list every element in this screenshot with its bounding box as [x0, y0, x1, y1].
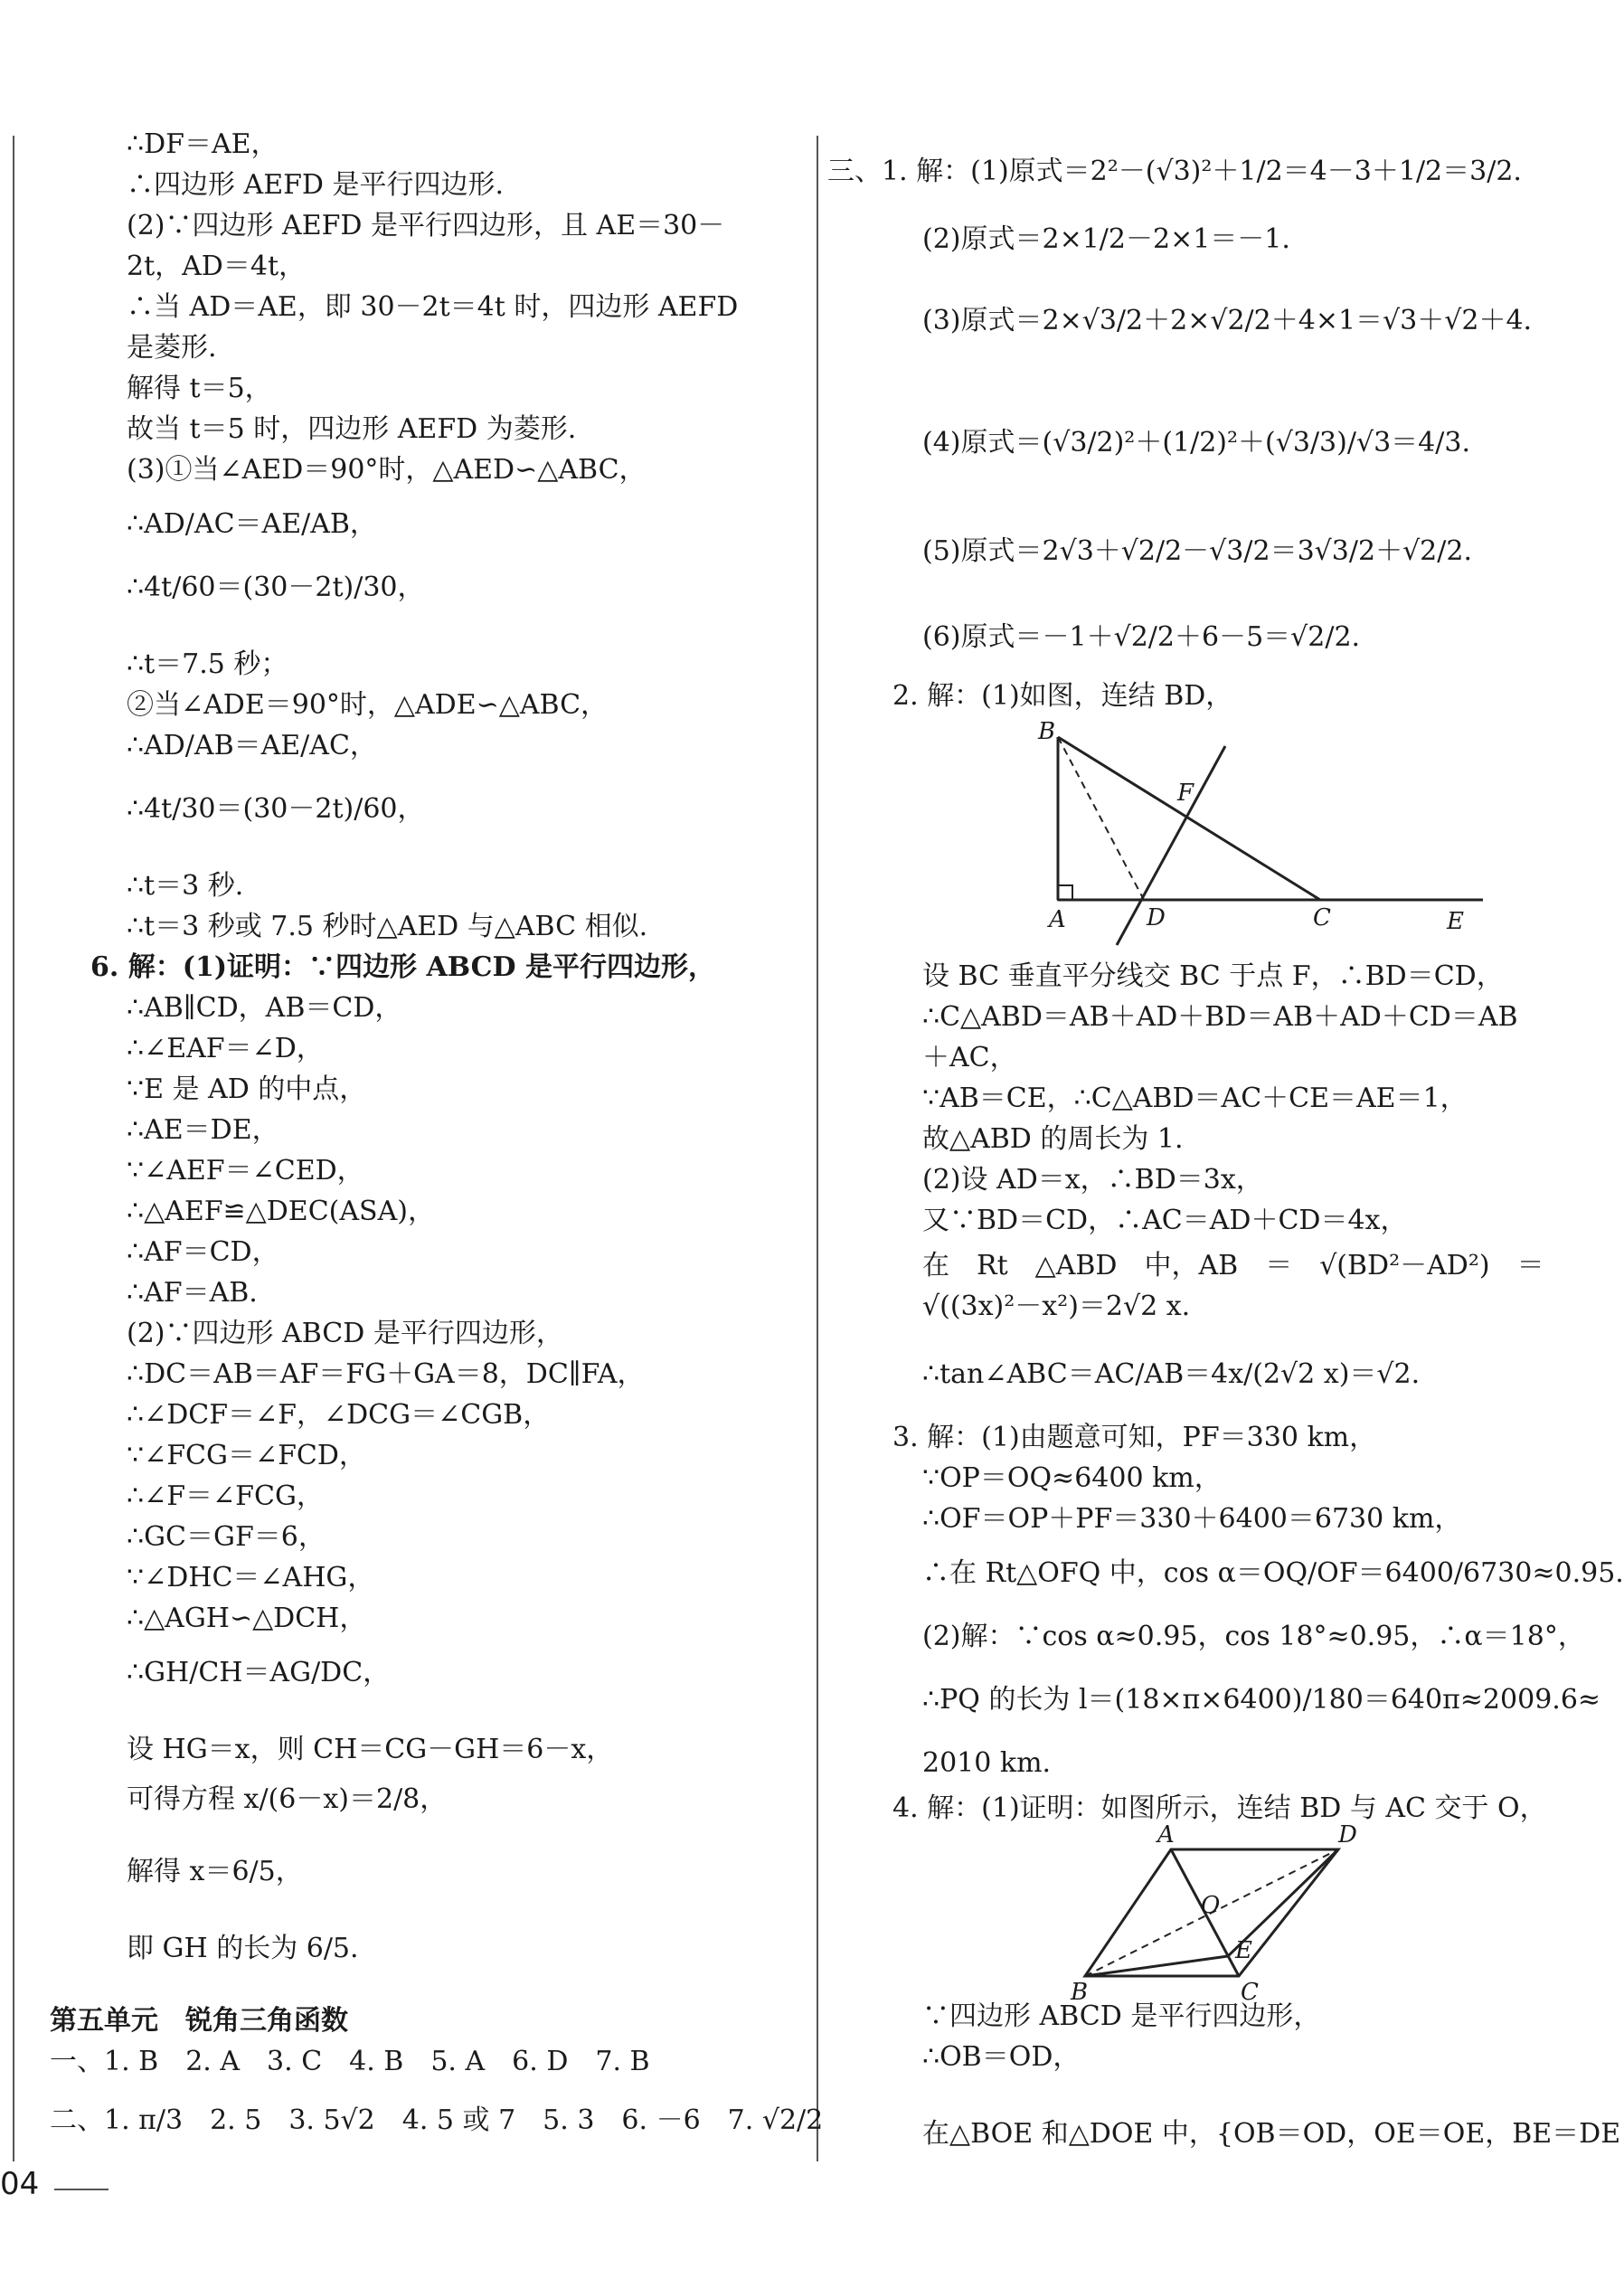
solution-line: 即 GH 的长为 6/5.: [127, 1933, 359, 1964]
solution-line: 设 HG＝x，则 CH＝CG－GH＝6－x，: [127, 1734, 614, 1765]
fig2-label-B: B: [1071, 1979, 1089, 2003]
solution-line: ∵∠FCG＝∠FCD，: [127, 1440, 366, 1471]
solution-line: 6. 解：(1)证明：∵四边形 ABCD 是平行四边形，: [90, 951, 715, 983]
column-separator: [817, 136, 818, 2161]
segment-BE: [1085, 1956, 1228, 1976]
solution-line: ∴C△ABD＝AB＋AD＋BD＝AB＋AD＋CD＝AB: [922, 1001, 1518, 1033]
solution-line: ∵AB＝CE，∴C△ABD＝AC＋CE＝AE＝1，: [922, 1083, 1468, 1114]
solution-line: ∴四边形 AEFD 是平行四边形.: [127, 169, 505, 201]
solution-line: ∴∠EAF＝∠D，: [127, 1033, 324, 1064]
solution-line: ∴在 Rt△OFQ 中，cos α＝OQ/OF＝6400/6730≈0.95.: [922, 1557, 1624, 1589]
fig1-label-D: D: [1147, 904, 1166, 931]
fig1-label-F: F: [1177, 780, 1194, 807]
solution-line: ∴DC＝AB＝AF＝FG＋GA＝8，DC∥FA，: [127, 1358, 645, 1390]
fig2-label-C: C: [1241, 1979, 1259, 2003]
solution-line: ∴4t/30＝(30－2t)/60，: [127, 793, 425, 825]
segment-BD-dashed: [1058, 737, 1144, 900]
page-number-rule: [54, 2189, 109, 2190]
fig2-label-O: O: [1201, 1892, 1221, 1919]
fig1-label-A: A: [1049, 906, 1066, 933]
solution-line: ∴∠DCF＝∠F，∠DCG＝∠CGB，: [127, 1399, 551, 1431]
solution-line: ∴AF＝AB.: [127, 1277, 258, 1309]
right-angle-mark: [1058, 885, 1072, 900]
segment-BC: [1058, 737, 1320, 900]
fig2-label-D: D: [1338, 1822, 1357, 1849]
fig2-label-E: E: [1235, 1937, 1252, 1964]
solution-line: ∵∠DHC＝∠AHG，: [127, 1562, 375, 1593]
solution-line: ∴∠F＝∠FCG，: [127, 1480, 324, 1512]
solution-line: (2)设 AD＝x，∴BD＝3x，: [922, 1164, 1263, 1196]
solution-line: ∴DF＝AE，: [127, 128, 279, 160]
solution-line: ∵四边形 ABCD 是平行四边形，: [922, 2000, 1321, 2032]
solution-line: 在 Rt △ABD 中，AB ＝ √(BD²－AD²) ＝: [922, 1250, 1544, 1281]
solution-line: 故当 t＝5 时，四边形 AEFD 为菱形.: [127, 413, 577, 445]
solution-line: (3)原式＝2×√3/2＋2×√2/2＋4×1＝√3＋√2＋4.: [922, 305, 1533, 336]
page-number: 04: [0, 2166, 40, 2202]
solution-line: ∴GH/CH＝AG/DC，: [127, 1657, 391, 1688]
solution-line: 三、1. 解：(1)原式＝2²－(√3)²＋1/2＝4－3＋1/2＝3/2.: [827, 156, 1522, 187]
solution-line: 二、1. π/3 2. 5 3. 5√2 4. 5 或 7 5. 3 6. －6 7. √2/2: [50, 2104, 824, 2136]
perpendicular-bisector: [1117, 746, 1225, 945]
fig1-label-E: E: [1447, 908, 1464, 935]
solution-line: ∴AD/AB＝AE/AC，: [127, 730, 377, 761]
figure-triangle-perpendicular-bisector: [1031, 719, 1501, 954]
solution-line: ∴GC＝GF＝6，: [127, 1521, 326, 1553]
solution-line: ∴4t/60＝(30－2t)/30，: [127, 572, 425, 603]
figure-parallelogram: [1067, 1822, 1393, 2003]
solution-line: 设 BC 垂直平分线交 BC 于点 F，∴BD＝CD，: [922, 960, 1504, 992]
solution-line: ∴tan∠ABC＝AC/AB＝4x/(2√2 x)＝√2.: [922, 1358, 1421, 1390]
solution-line: 解得 x＝6/5，: [127, 1856, 303, 1887]
solution-line: (2)原式＝2×1/2－2×1＝－1.: [922, 223, 1290, 255]
solution-line: ∴AD/AC＝AE/AB，: [127, 508, 377, 540]
solution-line: ∴t＝3 秒.: [127, 870, 244, 902]
fig1-label-B: B: [1038, 719, 1056, 745]
solution-line: 可得方程 x/(6－x)＝2/8，: [127, 1783, 448, 1815]
solution-line: 2. 解：(1)如图，连结 BD，: [892, 680, 1233, 712]
solution-line: 在△BOE 和△DOE 中，{OB＝OD，OE＝OE，BE＝DE: [922, 2118, 1621, 2150]
solution-line: 3. 解：(1)由题意可知，PF＝330 km，: [892, 1422, 1377, 1453]
solution-line: ∴△AEF≌△DEC(ASA)，: [127, 1196, 435, 1227]
solution-line: (2)∵四边形 ABCD 是平行四边形，: [127, 1318, 563, 1349]
solution-line: 又∵BD＝CD，∴AC＝AD＋CD＝4x，: [922, 1205, 1408, 1236]
solution-line: 2t，AD＝4t，: [127, 251, 307, 282]
solution-line: ∴OB＝OD，: [922, 2041, 1081, 2073]
solution-line: ∴AE＝DE，: [127, 1114, 279, 1146]
left-margin-rule: [13, 136, 14, 2161]
solution-line: (6)原式＝－1＋√2/2＋6－5＝√2/2.: [922, 621, 1361, 653]
solution-line: 4. 解：(1)证明：如图所示，连结 BD 与 AC 交于 O，: [892, 1792, 1547, 1824]
solution-line: 第五单元 锐角三角函数: [50, 2005, 348, 2037]
solution-line: ∵∠AEF＝∠CED，: [127, 1155, 364, 1187]
solution-line: ∴OF＝OP＋PF＝330＋6400＝6730 km，: [922, 1503, 1462, 1535]
solution-line: 是菱形.: [127, 332, 217, 364]
solution-line: (4)原式＝(√3/2)²＋(1/2)²＋(√3/3)/√3＝4/3.: [922, 427, 1470, 459]
solution-line: 一、1. B 2. A 3. C 4. B 5. A 6. D 7. B: [50, 2046, 650, 2077]
solution-line: 2010 km.: [922, 1747, 1052, 1779]
solution-line: (3)①当∠AED＝90°时，△AED∽△ABC，: [127, 454, 647, 486]
solution-line: ②当∠ADE＝90°时，△ADE∽△ABC，: [127, 689, 609, 721]
solution-line: 故△ABD 的周长为 1.: [922, 1123, 1184, 1155]
solution-line: ∴△AGH∽△DCH，: [127, 1603, 367, 1634]
solution-line: ∴t＝3 秒或 7.5 秒时△AED 与△ABC 相似.: [127, 911, 648, 942]
fig1-label-C: C: [1313, 904, 1331, 931]
solution-line: ∴AF＝CD，: [127, 1236, 279, 1268]
solution-line: (5)原式＝2√3＋√2/2－√3/2＝3√3/2＋√2/2.: [922, 535, 1472, 567]
solution-line: ＋AC，: [922, 1042, 1017, 1073]
solution-line: (2)解：∵cos α≈0.95，cos 18°≈0.95，∴α＝18°，: [922, 1621, 1585, 1652]
solution-line: (2)∵四边形 AEFD 是平行四边形，且 AE＝30－: [127, 210, 725, 241]
solution-line: 解得 t＝5，: [127, 373, 272, 404]
fig2-label-A: A: [1157, 1822, 1175, 1849]
solution-line: ∴当 AD＝AE，即 30－2t＝4t 时，四边形 AEFD: [127, 291, 739, 323]
solution-line: ∵OP＝OQ≈6400 km，: [922, 1462, 1222, 1494]
solution-line: ∴PQ 的长为 l＝(18×π×6400)/180＝640π≈2009.6≈: [922, 1684, 1601, 1716]
solution-line: ∵E 是 AD 的中点，: [127, 1073, 367, 1105]
solution-line: ∴t＝7.5 秒；: [127, 648, 288, 680]
solution-line: √((3x)²－x²)＝2√2 x.: [922, 1291, 1191, 1322]
solution-line: ∴AB∥CD，AB＝CD，: [127, 992, 402, 1024]
